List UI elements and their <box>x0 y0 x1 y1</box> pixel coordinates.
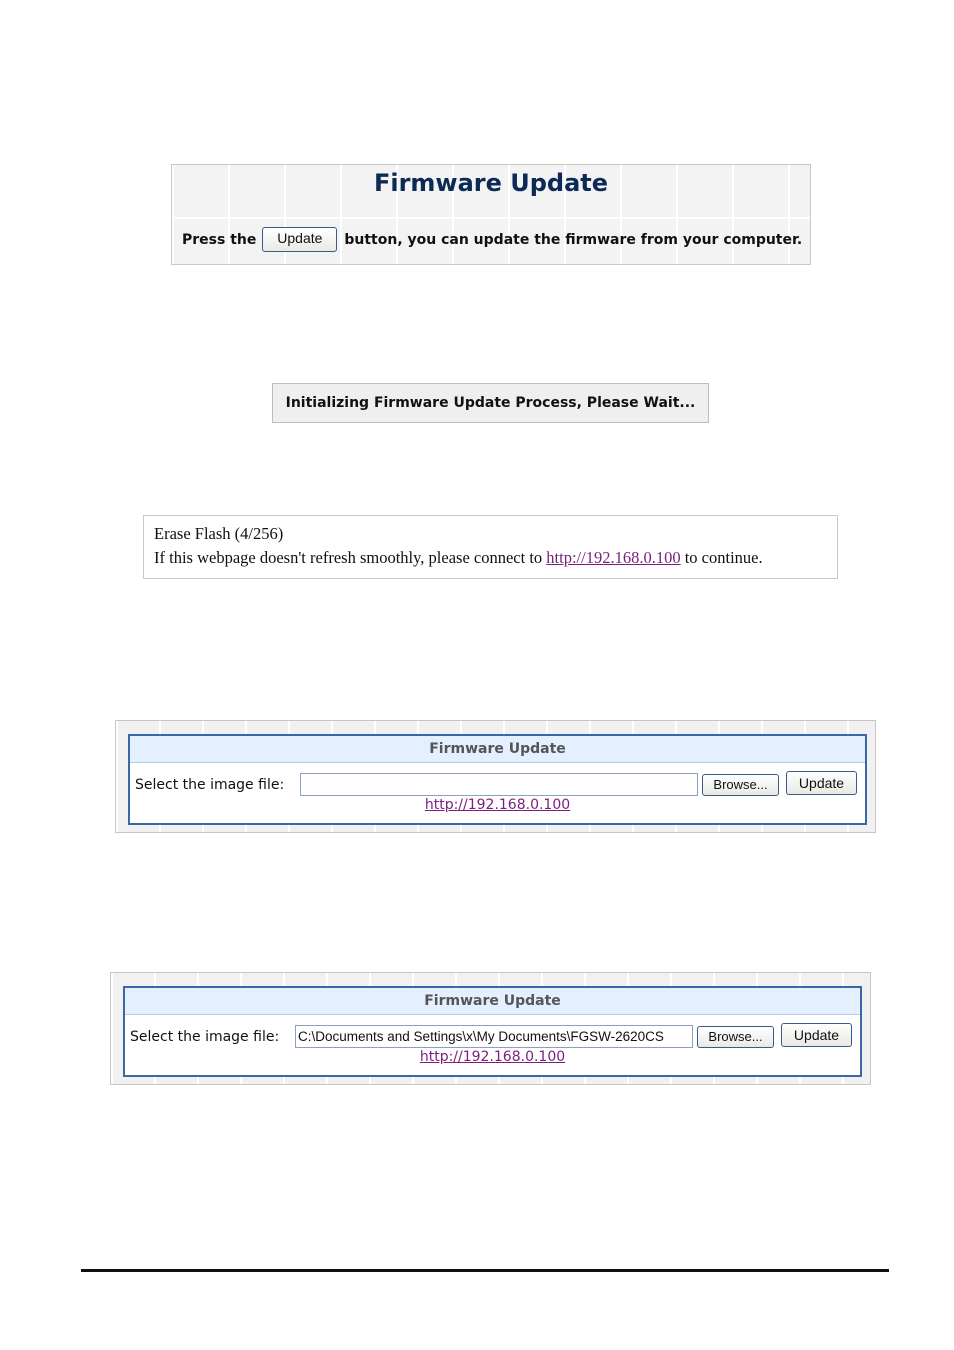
form-title: Firmware Update <box>130 736 865 763</box>
firmware-upload-form-filled <box>110 972 871 1085</box>
firmware-update-intro-panel <box>171 164 811 265</box>
erase-flash-status: Erase Flash (4/256) <box>154 524 284 543</box>
update-button[interactable]: Update <box>781 1023 852 1047</box>
instruction-text-before: Press the <box>182 231 257 248</box>
image-file-input[interactable] <box>300 773 698 796</box>
firmware-upload-box <box>123 986 862 1077</box>
device-link-row <box>130 797 865 813</box>
device-address-link[interactable]: http://192.168.0.100 <box>419 1049 566 1065</box>
panel-divider <box>172 217 810 219</box>
device-address-link[interactable]: http://192.168.0.100 <box>424 797 571 813</box>
browse-button[interactable]: Browse... <box>702 774 779 796</box>
device-address-link[interactable]: http://192.168.0.100 <box>546 548 681 567</box>
footer-divider <box>81 1269 889 1272</box>
refresh-notice <box>154 546 837 570</box>
firmware-upload-form-empty <box>115 720 876 833</box>
image-file-label: Select the image file: <box>135 777 285 793</box>
image-file-input[interactable]: C:\Documents and Settings\x\My Documents\FGSW-2620CS <box>295 1025 693 1048</box>
instruction-text-after: button, you can update the firmware from your computer. <box>344 231 803 248</box>
intro-instruction-row <box>182 227 802 252</box>
image-file-label: Select the image file: <box>130 1029 280 1045</box>
refresh-notice-tail: to continue. <box>684 548 763 567</box>
browse-button[interactable]: Browse... <box>697 1026 774 1048</box>
update-button[interactable]: Update <box>262 227 337 252</box>
update-button[interactable]: Update <box>786 771 857 795</box>
page-title: Firmware Update <box>373 169 609 197</box>
refresh-notice-text: If this webpage doesn't refresh smoothly, please connect to <box>154 548 543 567</box>
erase-flash-panel <box>143 515 838 579</box>
firmware-upload-box <box>128 734 867 825</box>
device-link-row <box>125 1049 860 1065</box>
initializing-message-panel: Initializing Firmware Update Process, Please Wait... <box>272 383 709 423</box>
form-title: Firmware Update <box>125 988 860 1015</box>
